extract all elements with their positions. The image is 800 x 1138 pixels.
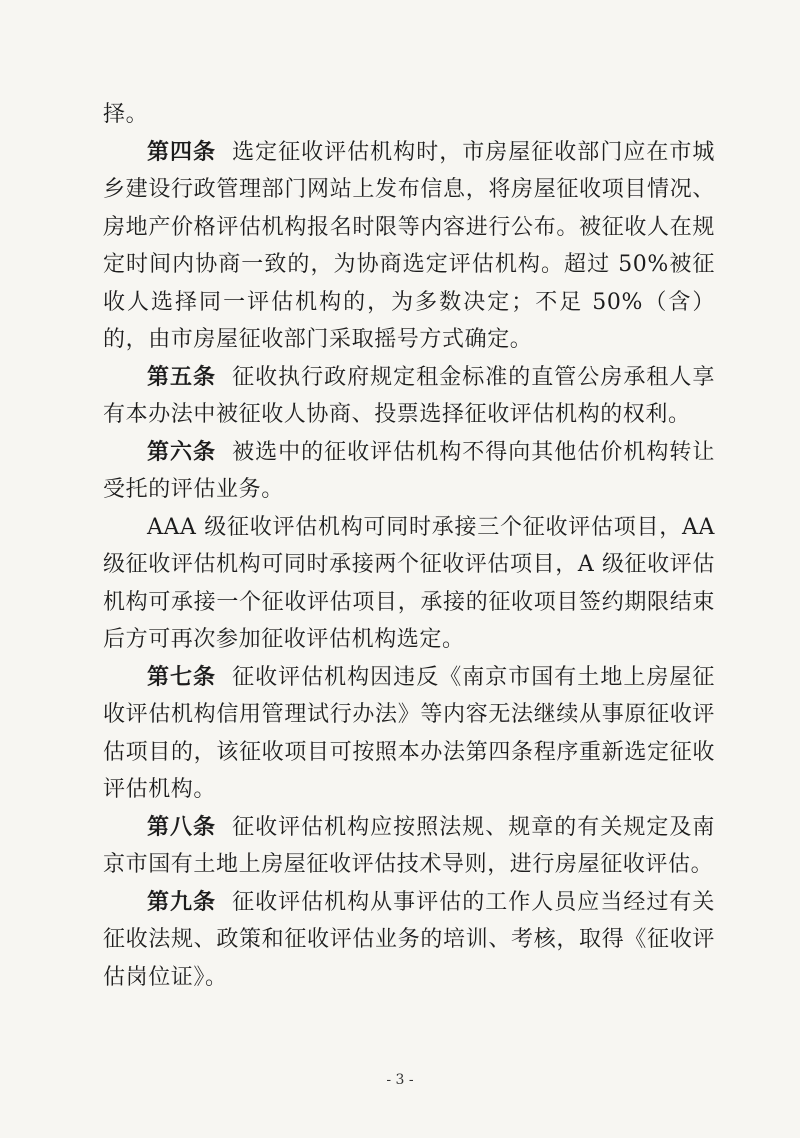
- paragraph-text: 被选中的征收评估机构不得向其他估价机构转让受托的评估业务。: [103, 439, 715, 502]
- article-7: [103, 659, 715, 809]
- paragraph-text: AAA 级征收评估机构可同时承接三个征收评估项目，AA 级征收评估机构可同时承接两个征收评估项目，A 级征收评估机构可承接一个征收评估项目，承接的征收项目签约期限结束后方可再次参加征收评估机构选定。: [103, 514, 715, 652]
- article-heading: 第八条: [147, 813, 217, 840]
- article-heading: 第五条: [147, 363, 217, 390]
- article-heading: 第四条: [147, 138, 217, 165]
- paragraph-continuation: [103, 96, 715, 134]
- article-9: [103, 884, 715, 997]
- page-number: - 3 -: [386, 1072, 414, 1088]
- article-heading: 第六条: [147, 438, 217, 465]
- article-6: [103, 434, 715, 509]
- paragraph-text: 征收评估机构因违反《南京市国有土地上房屋征收评估机构信用管理试行办法》等内容无法继续从事原征收评估项目的，该征收项目可按照本办法第四条程序重新选定征收评估机构。: [103, 664, 715, 802]
- paragraph-text: 征收执行政府规定租金标准的直管公房承租人享有本办法中被征收人协商、投票选择征收评估机构的权利。: [103, 364, 715, 427]
- article-heading: 第七条: [147, 663, 217, 690]
- article-8: [103, 809, 715, 884]
- paragraph-text: 择。: [103, 102, 149, 127]
- article-5: [103, 359, 715, 434]
- article-heading: 第九条: [147, 888, 217, 915]
- paragraph-text: 征收评估机构应按照法规、规章的有关规定及南京市国有土地上房屋征收评估技术导则，进行房屋征收评估。: [103, 814, 715, 877]
- document-body: [103, 96, 715, 996]
- article-6-paragraph-2: [103, 509, 715, 659]
- paragraph-text: 选定征收评估机构时，市房屋征收部门应在市城乡建设行政管理部门网站上发布信息，将房屋征收项目情况、房地产价格评估机构报名时限等内容进行公布。被征收人在规定时间内协商一致的，为协商选定评估机构。超过 50%被征收人选择同一评估机构的，为多数决定；不足 50%（含）的，由市房屋征收部门采取摇号方式确定。: [103, 139, 715, 352]
- paragraph-text: 征收评估机构从事评估的工作人员应当经过有关征收法规、政策和征收评估业务的培训、考核，取得《征收评估岗位证》。: [103, 889, 715, 990]
- article-4: [103, 134, 715, 359]
